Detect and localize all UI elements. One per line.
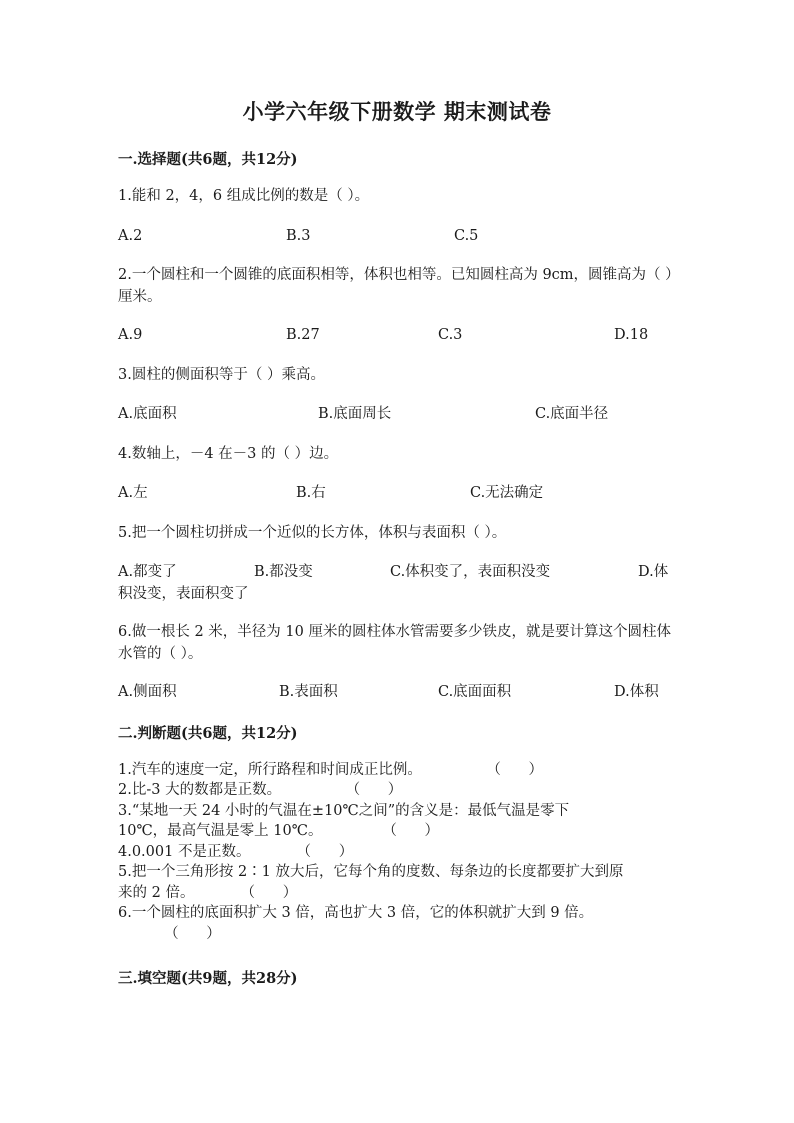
judgement-line-7: 来的 2 倍。 （ ） [118,885,298,901]
page-title: 小学六年级下册数学 期末测试卷 [242,99,552,124]
option-b: B.表面积 [279,684,338,700]
question-5-options [118,561,678,605]
option-c: C.3 [438,327,463,343]
question-3-options [118,403,678,425]
judgement-line-2: 2.比-3 大的数都是正数。 （ ） [118,782,403,798]
option-b: B.都没变 [254,564,313,580]
option-b: B.3 [286,228,311,244]
option-c: C.底面面积 [438,684,512,700]
question-6-options [118,681,678,703]
question-1-stem: 1.能和 2，4，6 组成比例的数是（ ）。 [118,188,370,204]
option-d: D.体积没变，表面积变了 [118,564,669,602]
judgement-line-5: 4.0.001 不是正数。 （ ） [118,844,354,860]
question-1-options [118,225,678,247]
question-2-options [118,324,678,346]
section-heading-fill-in: 三.填空题(共9题，共28分) [118,970,298,987]
judgement-line-6: 5.把一个三角形按 2∶1 放大后，它每个角的度数、每条边的长度都要扩大到原 [118,864,624,880]
option-c: C.5 [454,228,479,244]
judgement-line-9: （ ） [118,926,221,942]
option-a: A.2 [118,228,143,244]
option-c: C.底面半径 [535,406,609,422]
judgement-line-3: 3.“某地一天 24 小时的气温在±10℃之间”的含义是：最低气温是零下 [118,803,570,819]
option-a: A.底面积 [118,406,177,422]
option-a: A.侧面积 [118,684,177,700]
option-a: A.9 [118,327,143,343]
option-a: A.左 [118,485,148,501]
question-5-stem: 5.把一个圆柱切拼成一个近似的长方体，体积与表面积（ ）。 [118,525,507,541]
question-6-stem: 6.做一根长 2 米，半径为 10 厘米的圆柱体水管需要多少铁皮，就是要计算这个圆柱体水管的（ ）。 [118,624,671,662]
option-d: D.体积 [614,684,659,700]
section-heading-choice: 一.选择题(共6题，共12分) [118,151,298,168]
option-d: D.18 [614,327,649,343]
question-2-stem: 2.一个圆柱和一个圆锥的底面积相等，体积也相等。已知圆柱高为 9cm，圆锥高为（ ）厘米。 [118,267,673,305]
option-b: B.右 [296,485,326,501]
judgement-line-4: 10℃，最高气温是零上 10℃。 （ ） [118,823,440,839]
option-c: C.体积变了，表面积没变 [390,564,551,580]
option-c: C.无法确定 [470,485,544,501]
question-4-options [118,482,678,504]
option-b: B.27 [286,327,320,343]
option-a: A.都变了 [118,564,177,580]
section-heading-judgement: 二.判断题(共6题，共12分) [118,725,298,742]
question-3-stem: 3.圆柱的侧面积等于（ ）乘高。 [118,367,325,383]
judgement-line-1: 1.汽车的速度一定，所行路程和时间成正比例。 （ ） [118,762,544,778]
question-4-stem: 4.数轴上，－4 在－3 的（ ）边。 [118,446,339,462]
option-b: B.底面周长 [318,406,392,422]
judgement-line-8: 6.一个圆柱的底面积扩大 3 倍，高也扩大 3 倍，它的体积就扩大到 9 倍。 [118,905,594,921]
